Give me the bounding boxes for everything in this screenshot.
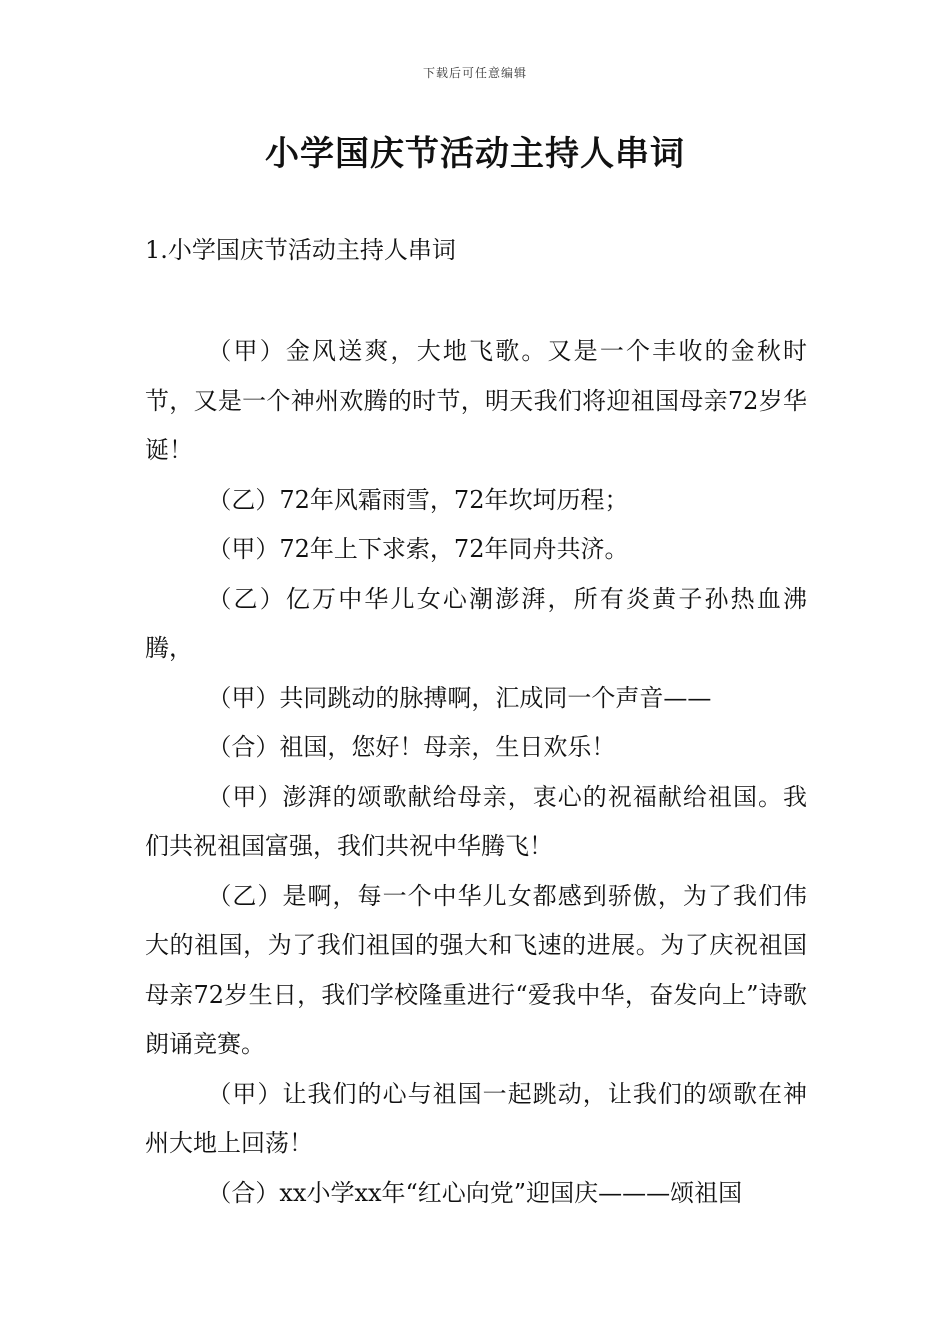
paragraph: （甲）金风送爽，大地飞歌。又是一个丰收的金秋时节，又是一个神州欢腾的时节，明天我们将迎祖国母亲72岁华诞！ bbox=[145, 337, 807, 464]
paragraph: （甲）72年上下求索，72年同舟共济。 bbox=[207, 535, 629, 563]
paragraph: （合）祖国，您好！母亲，生日欢乐！ bbox=[207, 733, 616, 761]
paragraph: （乙）亿万中华儿女心潮澎湃，所有炎黄子孙热血沸腾， bbox=[145, 584, 807, 662]
paragraph: （甲）让我们的心与祖国一起跳动，让我们的颂歌在神州大地上回荡！ bbox=[145, 1079, 807, 1157]
body-text bbox=[145, 327, 807, 1218]
paragraph: （乙）是啊，每一个中华儿女都感到骄傲，为了我们伟大的祖国，为了我们祖国的强大和飞速的进展。为了庆祝祖国母亲72岁生日，我们学校隆重进行“爱我中华，奋发向上”诗歌朗诵竞赛。 bbox=[145, 881, 807, 1058]
section-heading: 1.小学国庆节活动主持人串词 bbox=[145, 236, 456, 264]
document-title: 小学国庆节活动主持人串词 bbox=[265, 134, 685, 174]
header-note: 下载后可任意编辑 bbox=[422, 66, 527, 80]
paragraph: （甲）共同跳动的脉搏啊，汇成同一个声音—— bbox=[207, 683, 712, 712]
paragraph: （乙）72年风霜雨雪，72年坎坷历程； bbox=[207, 485, 629, 514]
paragraph: （甲）澎湃的颂歌献给母亲，衷心的祝福献给祖国。我们共祝祖国富强，我们共祝中华腾飞！ bbox=[145, 782, 807, 860]
paragraph: （合）xx小学xx年“红心向党”迎国庆———颂祖国 bbox=[207, 1178, 743, 1207]
